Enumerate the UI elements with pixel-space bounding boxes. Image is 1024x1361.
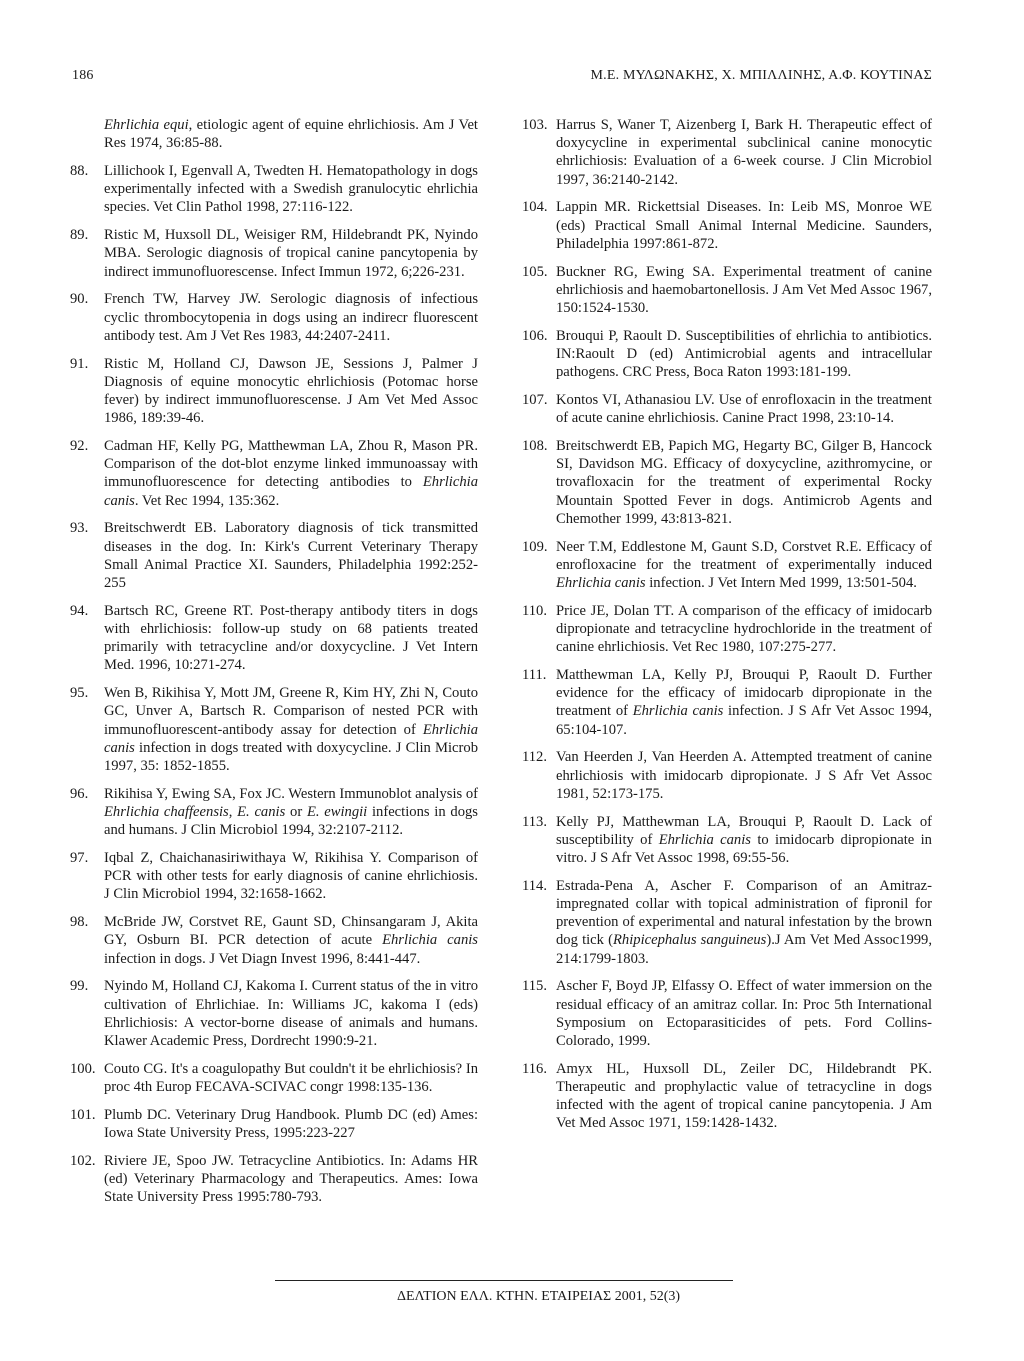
- reference-item: [70, 1060, 478, 1096]
- reference-text-segment: infections in dogs and humans. J Clin Microbiol 1994, 32:2107-2112.: [104, 804, 478, 839]
- reference-item: [70, 913, 478, 968]
- reference-item: [70, 226, 478, 281]
- reference-number: 116.: [522, 1060, 547, 1077]
- reference-number: 91.: [70, 355, 89, 372]
- reference-text-segment: Van Heerden J, Van Heerden A. Attempted treatment of canine ehrlichiosis with imidocarb dipropionate. J S Afr Vet Assoc 1981, 52:173-175.: [556, 749, 932, 802]
- reference-item: [522, 877, 932, 968]
- reference-item: [522, 437, 932, 528]
- reference-item: [522, 977, 932, 1050]
- reference-number: 92.: [70, 438, 89, 455]
- reference-item: [70, 977, 478, 1050]
- reference-text-segment: Breitschwerdt EB. Laboratory diagnosis of tick transmitted diseases in the dog. In: Kirk's Current Veterinary Therapy Small Animal Practice XI. Saunders, Philadelphia 1992:252-255: [104, 520, 478, 592]
- reference-number: 99.: [70, 978, 89, 995]
- reference-text-segment: Matthewman LA, Kelly PJ, Brouqui P, Raoult D. Further evidence for the efficacy of imidocarb dipropionate in the treatment of: [556, 667, 932, 720]
- reference-number: 103.: [522, 117, 548, 133]
- reference-text: [104, 1060, 478, 1096]
- reference-text-segment: Plumb DC. Veterinary Drug Handbook. Plumb DC (ed) Ames: Iowa State University Press, 1995:223-227: [104, 1106, 478, 1142]
- reference-number: 111.: [522, 667, 547, 684]
- left-reference-column: [70, 116, 478, 1216]
- reference-number: 100.: [70, 1060, 96, 1077]
- reference-italic-taxon: Ehrlichia canis: [632, 703, 724, 720]
- reference-italic-taxon: Ehrlichia canis: [556, 575, 646, 592]
- reference-item: [522, 327, 932, 382]
- reference-number: 102.: [70, 1152, 96, 1169]
- reference-item: [70, 785, 478, 840]
- reference-text: [556, 391, 932, 427]
- reference-number: 97.: [70, 850, 89, 867]
- reference-text: [556, 263, 932, 318]
- reference-text-segment: Buckner RG, Ewing SA. Experimental treatment of canine ehrlichiosis and haemobartonellosis. J Am Vet Med Assoc 1967, 150:1524-1530.: [556, 263, 932, 317]
- reference-text: [104, 1106, 478, 1142]
- footer-journal-citation: [0, 1289, 1024, 1305]
- reference-item: [70, 1152, 478, 1207]
- reference-number: 101.: [70, 1106, 96, 1123]
- reference-text-segment: Ristic M, Holland CJ, Dawson JE, Sessions J, Palmer J Diagnosis of equine monocytic ehrlichiosis (Potomac horse fever) by indirect immunofluorescense. J Am Vet Med Assoc 1986, 189:39-46.: [104, 355, 478, 427]
- reference-text-segment: Neer T.M, Eddlestone M, Gaunt S.D, Corstvet R.E. Efficacy of enrofloxacine for the treatment of experimentally induced: [556, 538, 932, 573]
- reference-text-segment: Bartsch RC, Greene RT. Post-therapy antibody titers in dogs with ehrlichiosis: follow-up study on 68 patients treated primarily with tetracycline and/or doxycycline. J Vet Intern Med. 1996, 10:271-274.: [104, 602, 478, 674]
- reference-item: [522, 116, 932, 189]
- reference-item: [70, 849, 478, 904]
- reference-text-segment: Kontos VI, Athanasiou LV. Use of enrofloxacin in the treatment of acute canine ehrlichiosis. Canine Pract 1998, 23:10-14.: [556, 392, 932, 427]
- reference-text: [556, 327, 932, 382]
- reference-number: 93.: [70, 520, 89, 537]
- reference-text: [104, 977, 478, 1050]
- reference-item: [522, 666, 932, 739]
- reference-text-segment: Price JE, Dolan TT. A comparison of the efficacy of imidocarb dipropionate and tetracycline hydrochloride in the treatment of canine ehrlichiosis. Vet Rec 1980, 107:275-277.: [556, 602, 932, 656]
- reference-italic-taxon: Ehrlichia canis: [104, 474, 478, 509]
- reference-item: [70, 1106, 478, 1142]
- reference-text: [104, 849, 478, 904]
- reference-text: [104, 116, 478, 152]
- reference-item: [70, 602, 478, 675]
- reference-text-segment: Harrus S, Waner T, Aizenberg I, Bark H. Therapeutic effect of doxycycline in experimental subclinical canine monocytic ehrlichiosis: Evaluation of a 6-week course. J Clin Microbiol 1997, 36:2140-2142.: [556, 117, 932, 188]
- reference-text: [104, 913, 478, 968]
- reference-item: [522, 602, 932, 657]
- reference-item: [522, 263, 932, 318]
- reference-number: 106.: [522, 327, 548, 344]
- reference-number: 105.: [522, 263, 548, 280]
- reference-text-segment: Estrada-Pena A, Ascher F. Comparison of an Amitraz-impregnated collar with topical administration of fipronil for prevention of experimental and natural infestation by the brown dog tick (: [556, 877, 932, 949]
- reference-text-segment: ,: [228, 804, 238, 821]
- reference-number: 112.: [522, 749, 547, 766]
- reference-text: [104, 226, 478, 281]
- reference-text-segment: to imidocarb dipropionate in vitro. J S Afr Vet Assoc 1998, 69:55-56.: [556, 831, 932, 867]
- reference-number: 96.: [70, 785, 89, 802]
- reference-text: [556, 877, 932, 968]
- reference-text-segment: McBride JW, Corstvet RE, Gaunt SD, Chinsangaram J, Akita GY, Osburn BI. PCR detection of acute: [104, 914, 478, 949]
- reference-item: [522, 391, 932, 427]
- footer-rule: [275, 1280, 733, 1281]
- reference-text-segment: French TW, Harvey JW. Serologic diagnosis of infectious cyclic thrombocytopenia in dogs using an indirecr fluorescent antibody test. Am J Vet Res 1983, 44:2407-2411.: [104, 291, 478, 344]
- reference-text-segment: infection in dogs. J Vet Diagn Invest 1996, 8:441-447.: [104, 950, 421, 967]
- reference-continuation: [104, 116, 478, 152]
- reference-number: 115.: [522, 978, 547, 995]
- reference-text-segment: Cadman HF, Kelly PG, Matthewman LA, Zhou R, Mason PR. Comparison of the dot-blot enzyme linked immunoassay with immunofluorescence for detecting antibodies to: [104, 438, 478, 491]
- right-reference-column: [522, 116, 932, 1142]
- reference-text-segment: Ristic M, Huxsoll DL, Weisiger RM, Hildebrandt PK, Nyindo MBA. Serologic diagnosis of tropical canine pancytopenia by indirect immunofluorescense. Infect Immun 1972, 6;226-231.: [104, 227, 478, 280]
- reference-text: [556, 977, 932, 1050]
- reference-number: 90.: [70, 291, 89, 308]
- reference-text: [556, 1060, 932, 1133]
- reference-item: [522, 748, 932, 803]
- reference-text-segment: Iqbal Z, Chaichanasiriwithaya W, Rikihisa Y. Comparison of PCR with other tests for early diagnosis of canine ehrlichiosis. J Clin Microbiol 1994, 32:1658-1662.: [104, 850, 478, 903]
- reference-item: [522, 198, 932, 253]
- reference-text: [104, 684, 478, 775]
- reference-text-segment: Brouqui P, Raoult D. Susceptibilities of ehrlichia to antibiotics. IN:Raoult D (ed) Antimicrobial agents and intracellular pathogens. CRC Press, Boca Raton 1993:181-199.: [556, 327, 932, 381]
- reference-item: [70, 355, 478, 428]
- reference-text: [104, 290, 478, 345]
- reference-number: 104.: [522, 199, 548, 216]
- reference-item: [522, 813, 932, 868]
- reference-number: 89.: [70, 227, 89, 244]
- reference-text: [556, 437, 932, 528]
- reference-text: [556, 602, 932, 657]
- reference-text: [556, 198, 932, 253]
- reference-text-segment: Wen B, Rikihisa Y, Mott JM, Greene R, Kim HY, Zhi N, Couto GC, Unver A, Bartsch R. Comparison of nested PCR with immunofluorescent-antibody assay for detection of: [104, 685, 478, 738]
- reference-italic-taxon: Ehrlichia canis: [658, 831, 751, 848]
- reference-text-segment: Riviere JE, Spoo JW. Tetracycline Antibiotics. In: Adams HR (ed) Veterinary Pharmacology and Therapeutics. Ames: Iowa State University Press 1995:780-793.: [104, 1152, 478, 1206]
- reference-text-segment: Amyx HL, Huxsoll DL, Zeiler DC, Hildebrandt PK. Therapeutic and prophylactic value of tetracycline in dogs infected with the agent of tropical canine pancytopenia. J Am Vet Med Assoc 1971, 159:1428-1432.: [556, 1060, 932, 1132]
- reference-item: [70, 162, 478, 217]
- reference-item: [70, 290, 478, 345]
- left-reference-list: [70, 162, 478, 1206]
- reference-italic-taxon: Rhipicephalus sanguineus: [613, 932, 767, 949]
- right-reference-list: [522, 116, 932, 1133]
- reference-italic-taxon: E. canis: [237, 804, 286, 821]
- reference-number: 110.: [522, 602, 547, 619]
- reference-text: [104, 602, 478, 675]
- reference-italic-taxon: Ehrlichia canis: [104, 721, 478, 756]
- reference-item: [70, 684, 478, 775]
- reference-text-segment: . Vet Rec 1994, 135:362.: [134, 492, 280, 509]
- reference-text-segment: or: [285, 804, 307, 821]
- reference-italic-taxon: Ehrlichia chaffeensis: [104, 804, 229, 821]
- reference-item: [70, 519, 478, 592]
- reference-text: [556, 538, 932, 593]
- reference-text-segment: infection. J S Afr Vet Assoc 1994, 65:104-107.: [556, 703, 932, 738]
- reference-text-segment: infection in dogs treated with doxycycline. J Clin Microb 1997, 35: 1852-1855.: [104, 739, 478, 775]
- reference-text-segment: Lillichook I, Egenvall A, Twedten H. Hematopathology in dogs experimentally infected with a Swedish granulocytic ehrlichia species. Vet Clin Pathol 1998, 27:116-122.: [104, 163, 478, 216]
- reference-item: [70, 437, 478, 510]
- reference-text: [104, 437, 478, 510]
- reference-number: 114.: [522, 877, 547, 894]
- reference-text: [104, 162, 478, 217]
- reference-text-segment: Lappin MR. Rickettsial Diseases. In: Leib MS, Monroe WE (eds) Practical Small Animal Internal Medicine. Saunders, Philadelphia 1997:861-872.: [556, 199, 932, 252]
- reference-number: 107.: [522, 392, 548, 409]
- reference-text: [104, 355, 478, 428]
- reference-text: [104, 785, 478, 840]
- reference-number: 108.: [522, 438, 548, 455]
- reference-text-segment: Kelly PJ, Matthewman LA, Brouqui P, Raoult D. Lack of susceptibility of: [556, 813, 932, 848]
- reference-number: 95.: [70, 685, 89, 702]
- reference-number: 113.: [522, 813, 547, 830]
- reference-text: [556, 748, 932, 803]
- reference-item: [522, 1060, 932, 1133]
- reference-text-segment: Rikihisa Y, Ewing SA, Fox JC. Western Immunoblot analysis of: [104, 785, 478, 802]
- reference-number: 88.: [70, 163, 89, 179]
- running-header-authors: Μ.Ε. ΜΥΛΩΝΑΚΗΣ, Χ. ΜΠΙΛΛΙΝΗΣ, Α.Φ. ΚΟΥΤΙΝΑΣ: [590, 68, 932, 83]
- reference-number: 98.: [70, 914, 89, 931]
- reference-item: [522, 538, 932, 593]
- reference-text-segment: , etiologic agent of equine ehrlichiosis. Am J Vet Res 1974, 36:85-88.: [104, 117, 478, 152]
- reference-text-segment: ).J Am Vet Med Assoc1999, 214:1799-1803.: [556, 932, 932, 967]
- reference-text-segment: Couto CG. It's a coagulopathy But couldn't it be ehrlichiosis? In proc 4th Europ FECAVA-SCIVAC congr 1998:135-136.: [104, 1060, 478, 1096]
- reference-text: [556, 116, 932, 189]
- reference-italic-taxon: E. ewingii: [306, 804, 368, 821]
- reference-number: 109.: [522, 538, 548, 555]
- reference-text-segment: infection. J Vet Intern Med 1999, 13:501-504.: [645, 575, 917, 592]
- reference-text: [104, 519, 478, 592]
- reference-text: [104, 1152, 478, 1207]
- reference-italic-taxon: Ehrlichia equi: [104, 117, 189, 133]
- reference-text-segment: Nyindo M, Holland CJ, Kakoma I. Current status of the in vitro cultivation of Ehrlichiae. In: Williams JC, kakoma I (eds) Ehrlichiosis: A vector-borne disease of animals and humans. Klawer Academic Press, Dordrecht 1990:9-21.: [104, 978, 478, 1050]
- reference-italic-taxon: Ehrlichia canis: [382, 932, 478, 949]
- reference-text-segment: Ascher F, Boyd JP, Elfassy O. Effect of water immersion on the residual efficacy of an amitraz collar. In: Proc 5th International Symposium on Ectoparasiticides of pets. Ford Collins-Colorado, 1999.: [556, 978, 932, 1050]
- page-number: 186: [72, 68, 94, 83]
- reference-text-segment: Breitschwerdt EB, Papich MG, Hegarty BC, Gilger B, Hancock SI, Davidson MG. Efficacy of doxycycline, azithromycine, or trovafloxacin for the treatment of experimental Rocky Mountain Spotted Fever in dogs. Antimicrob Agents and Chemother 1999, 43:813-821.: [556, 438, 932, 527]
- reference-text: [556, 813, 932, 868]
- reference-text: [556, 666, 932, 739]
- footer-journal-text: ΔΕΛΤΙΟΝ ΕΛΛ. ΚΤΗΝ. ΕΤΑΙΡΕΙΑΣ 2001, 52(3): [396, 1289, 681, 1304]
- reference-number: 94.: [70, 602, 89, 619]
